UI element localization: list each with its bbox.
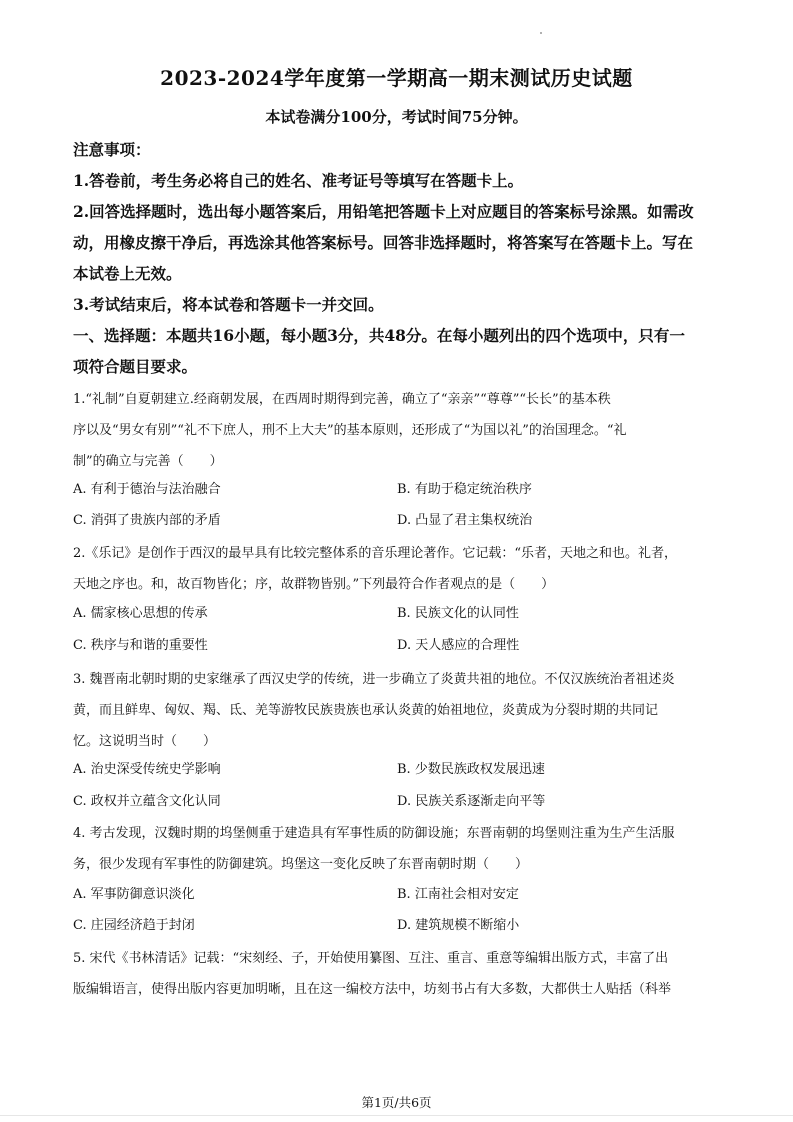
question-4-option-c: C. 庄园经济趋于封闭 [73, 918, 195, 933]
question-3-option-b: B. 少数民族政权发展迅速 [397, 762, 545, 777]
scan-dot [540, 32, 542, 34]
section-heading-line-2: 项符合题目要求。 [73, 357, 198, 376]
question-text-line: 3. 魏晋南北朝时期的史家继承了西汉史学的传统，进一步确立了炎黄共祖的地位。不仅汉族统治者祖述炎 [73, 672, 675, 687]
question-4 [73, 818, 721, 880]
question-1 [73, 384, 721, 477]
question-text-line: 忆。这说明当时（ ） [73, 734, 217, 749]
page-title: 2023-2024学年度第一学期高一期末测试历史试题 [160, 66, 633, 90]
question-text-line: 天地之序也。和，故百物皆化；序，故群物皆别。”下列最符合作者观点的是（ ） [73, 577, 555, 592]
question-2-option-a: A. 儒家核心思想的传承 [73, 606, 208, 621]
question-1-option-a: A. 有利于德治与法治融合 [73, 482, 221, 497]
page-number: 第1页/共6页 [361, 1095, 432, 1110]
question-4-option-b: B. 江南社会相对安定 [397, 887, 519, 902]
footer-divider [0, 1115, 793, 1116]
question-2-option-b: B. 民族文化的认同性 [397, 606, 519, 621]
question-1-option-c: C. 消弭了贵族内部的矛盾 [73, 513, 221, 528]
question-3-option-c: C. 政权并立蕴含文化认同 [73, 794, 221, 809]
question-text-line: 版编辑语言，使得出版内容更加明晰，且在这一编校方法中，坊刻书占有大多数，大都供士人贴括（科举 [73, 982, 672, 997]
question-text-line: 序以及“男女有别”“礼不下庶人，刑不上大夫”的基本原则，还形成了“为国以礼”的治国理念。“礼 [73, 423, 627, 438]
notice-item-1: 1.答卷前，考生务必将自己的姓名、准考证号等填写在答题卡上。 [73, 171, 524, 190]
question-text-line: 黄，而且鲜卑、匈奴、羯、氐、羌等游牧民族贵族也承认炎黄的始祖地位，炎黄成为分裂时期的共同记 [73, 703, 659, 718]
question-text-line: 务，很少发现有军事性的防御建筑。坞堡这一变化反映了东晋南朝时期（ ） [73, 857, 529, 872]
question-4-option-d: D. 建筑规模不断缩小 [397, 918, 520, 933]
question-text-line: 4. 考古发现，汉魏时期的坞堡侧重于建造具有军事性质的防御设施；东晋南朝的坞堡则注重为生产生活服 [73, 826, 675, 841]
question-5 [73, 943, 721, 1005]
exam-info: 本试卷满分100分，考试时间75分钟。 [265, 108, 528, 126]
notice-item-2-line-1: 2.回答选择题时，选出每小题答案后，用铅笔把答题卡上对应题目的答案标号涂黑。如需改 [73, 202, 694, 221]
question-text-line: 1.“礼制”自夏朝建立.经商朝发展，在西周时期得到完善，确立了“亲亲”“尊尊”“长长”的基本秩 [73, 392, 611, 407]
question-text-line: 2.《乐记》是创作于西汉的最早具有比较完整体系的音乐理论著作。它记载：“乐者，天地之和也。礼者， [73, 546, 678, 561]
question-4-option-a: A. 军事防御意识淡化 [73, 887, 195, 902]
question-text-line: 5. 宋代《书林清话》记载：“宋刻经、子，开始使用纂图、互注、重言、重意等编辑出版方式，丰富了出 [73, 951, 669, 966]
question-2-option-c: C. 秩序与和谐的重要性 [73, 638, 208, 653]
question-3-option-d: D. 民族关系逐渐走向平等 [397, 794, 546, 809]
notice-item-2-line-2: 动，用橡皮擦干净后，再选涂其他答案标号。回答非选择题时，将答案写在答题卡上。写在 [73, 233, 694, 252]
question-3 [73, 664, 721, 757]
notice-heading: 注意事项： [73, 140, 151, 159]
question-2 [73, 538, 721, 600]
notice-block [73, 134, 723, 382]
section-heading-line-1: 一、选择题：本题共16小题，每小题3分，共48分。在每小题列出的四个选项中，只有一 [73, 326, 685, 345]
question-1-option-b: B. 有助于稳定统治秩序 [397, 482, 532, 497]
notice-item-3: 3.考试结束后，将本试卷和答题卡一并交回。 [73, 295, 384, 314]
question-3-option-a: A. 治史深受传统史学影响 [73, 762, 221, 777]
question-1-option-d: D. 凸显了君主集权统治 [397, 513, 533, 528]
question-text-line: 制”的确立与完善（ ） [73, 454, 223, 469]
notice-item-2-line-3: 本试卷上无效。 [73, 264, 182, 283]
question-2-option-d: D. 天人感应的合理性 [397, 638, 520, 653]
